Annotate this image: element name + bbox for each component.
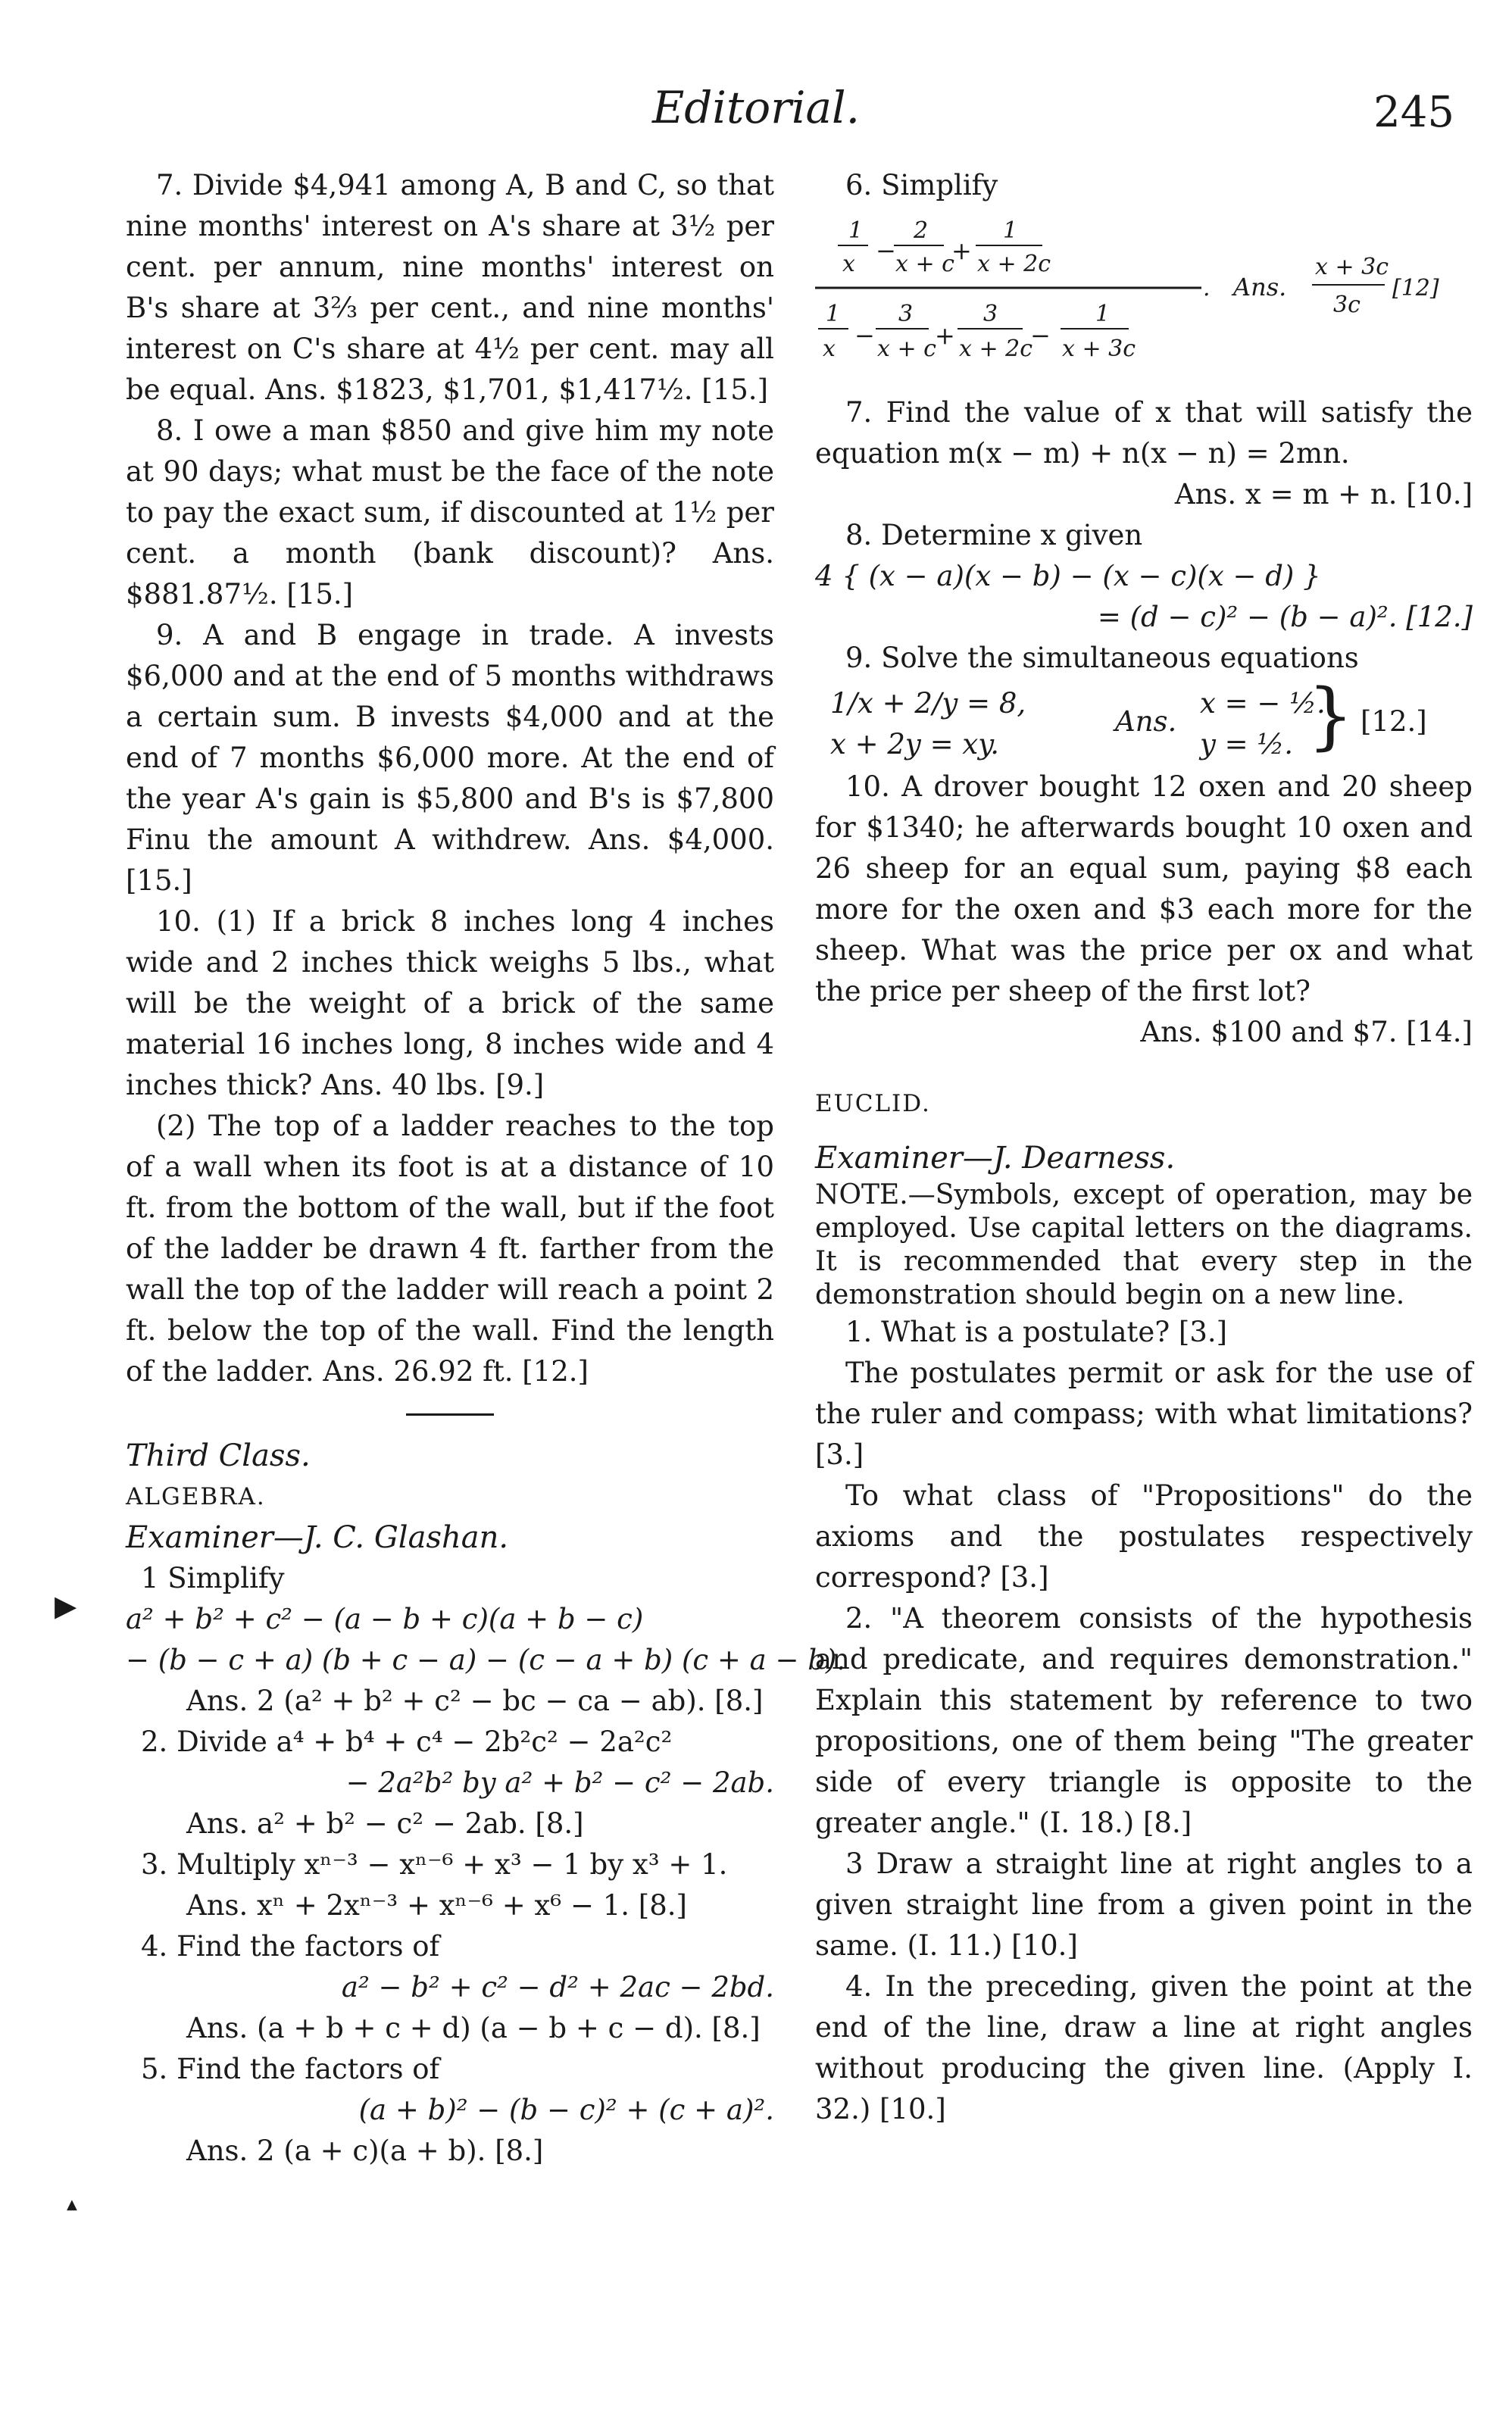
euclid-question-2: 2. "A theorem consists of the hypothesis and predicate, and requires demonstration." Explain this statement by reference to two propositions, one of them being "The greater side of every triangle is opposite to the greater angle." (I. 18.) [8.] [815, 1602, 1473, 1839]
q9-answer-x: x = − ½. [1200, 687, 1326, 720]
euclid-examiner-line: Examiner—J. Dearness. [815, 1141, 1176, 1176]
compound-fraction [815, 211, 1473, 386]
q6-answer-label: Ans. [1233, 273, 1287, 301]
euclid-question-4: 4. In the preceding, given the point at the end of the line, draw a line at right angles without producing the given line. (Apply I. 32.) [10.] [815, 1970, 1473, 2125]
algebra-question-7: 7. Find the value of x that will satisfy the equation m(x − m) + n(x − n) = 2mn. [815, 396, 1473, 470]
algebra-question-8-line-2: = (d − c)² − (b − a)². [12.] [1097, 601, 1473, 633]
q6-answer-numerator: x + 3c [1315, 254, 1389, 280]
algebra-question-10-answer: Ans. $100 and $7. [14.] [1140, 1016, 1473, 1048]
section-title: Third Class. [126, 1438, 311, 1473]
algebra-question-7-answer: Ans. x = m + n. [10.] [1174, 478, 1473, 511]
simultaneous-equations-block [815, 673, 1473, 767]
margin-arrow-marker: ▶ [55, 1589, 77, 1622]
euclid-question-3: 3 Draw a straight line at right angles to a given straight line from a given point in the same. (I. 11.) [10.] [815, 1847, 1473, 1962]
algebra-question-10: 10. A drover bought 12 oxen and 20 sheep for $1340; he afterwards bought 10 oxen and 26 sheep for an equal sum, paying $8 each more for the oxen and $3 each more for the sheep. What was the price per ox and what the price per sheep of the first lot? [815, 770, 1473, 1007]
euclid-question-1-part-c: To what class of "Propositions" do the axioms and the postulates respectively correspond? [3.] [815, 1479, 1473, 1594]
q6-answer-denominator: 3c [1333, 292, 1360, 318]
euclid-section-title: EUCLID. [815, 1090, 931, 1117]
algebra-question-2-line-1: 2. Divide a⁴ + b⁴ + c⁴ − 2b²c² − 2a²c² [141, 1726, 673, 1758]
q9-answer-y: y = ½. [1200, 728, 1294, 760]
q6-den-n2: 3 [898, 301, 914, 327]
q6-den-op2: + [935, 321, 955, 350]
q6-den-n1: 1 [826, 301, 841, 327]
q6-marks: [12] [1392, 275, 1439, 301]
q6-num-op1: − [876, 236, 896, 265]
algebra-question-8: 8. Determine x given [845, 519, 1143, 551]
q9-answer-label: Ans. [1115, 705, 1177, 738]
q6-den-n4: 1 [1095, 301, 1111, 327]
q9-equation-1: 1/x + 2/y = 8, [830, 687, 1026, 720]
examiner-line: Examiner—J. C. Glashan. [126, 1520, 509, 1555]
right-column [815, 165, 1473, 2130]
q6-num-d3: x + 2c [977, 251, 1051, 277]
q6-den-op1: − [854, 321, 875, 350]
algebra-question-4: 4. Find the factors of [141, 1930, 440, 1963]
algebra-question-4-answer: Ans. (a + b + c + d) (a − b + c − d). [8.] [186, 2012, 761, 2044]
q6-num-d2: x + c [895, 251, 954, 277]
arithmetic-question-10-part-2: (2) The top of a ladder reaches to the top of a wall when its foot is at a distance of 10 ft. from the bottom of the wall, but if the foot of the ladder be drawn 4 ft. farther from the wall the top of the ladder will reach a point 2 ft. below the top of the wall. Find the length of the ladder. Ans. 26.92 ft. [12.] [126, 1110, 774, 1388]
algebra-question-6-label: 6. Simplify [845, 169, 998, 201]
algebra-question-1-line-2: − (b − c + a) (b + c − a) − (c − a + b) (c + a − b). [126, 1644, 846, 1676]
algebra-question-2-answer: Ans. a² + b² − c² − 2ab. [8.] [186, 1807, 584, 1840]
algebra-question-1-line-1: a² + b² + c² − (a − b + c)(a + b − c) [126, 1603, 644, 1635]
algebra-question-4-expression: a² − b² + c² − d² + 2ac − 2bd. [341, 1971, 774, 2003]
arithmetic-question-7: 7. Divide $4,941 among A, B and C, so that nine months' interest on A's share at 3½ per cent. per annum, nine months' interest on B's share at 3⅔ per cent., and nine months' interest on C's share at 4½ per cent. may all be equal. Ans. $1823, $1,701, $1,417½. [15.] [126, 169, 774, 406]
q6-den-op3: − [1030, 321, 1051, 350]
q6-den-d1: x [823, 336, 836, 362]
algebra-question-5-answer: Ans. 2 (a + c)(a + b). [8.] [186, 2135, 544, 2167]
algebra-question-2-line-2: − 2a²b² by a² + b² − c² − 2ab. [345, 1766, 774, 1799]
q9-equation-2: x + 2y = xy. [830, 728, 999, 760]
algebra-question-3-answer: Ans. xⁿ + 2xⁿ⁻³ + xⁿ⁻⁶ + x⁶ − 1. [8.] [186, 1889, 687, 1922]
left-column [126, 165, 846, 2172]
algebra-question-8-line-1: 4 { (x − a)(x − b) − (x − c)(x − d) } [815, 560, 1321, 592]
q6-den-d4: x + 3c [1062, 336, 1136, 362]
q6-num-n1: 1 [848, 217, 864, 244]
q6-period: . [1203, 275, 1211, 301]
q9-brace: } [1307, 673, 1354, 758]
q6-den-d2: x + c [877, 336, 936, 362]
algebra-question-1-label: 1 Simplify [141, 1562, 285, 1594]
q6-num-n3: 1 [1003, 217, 1018, 244]
q6-num-d1: x [842, 251, 855, 277]
arithmetic-question-8: 8. I owe a man $850 and give him my note at 90 days; what must be the face of the note to pay the exact sum, if discounted at 1½ per cent. a month (bank discount)? Ans. $881.87½. [15.] [126, 414, 774, 611]
euclid-note: NOTE.—Symbols, except of operation, may be employed. Use capital letters on the diagrams. It is recommended that every step in the demonstration should begin on a new line. [815, 1179, 1473, 1310]
q6-num-n2: 2 [914, 217, 929, 244]
compound-fraction-svg [815, 211, 1473, 386]
page-header [0, 82, 1512, 142]
q9-marks: [12.] [1360, 705, 1427, 738]
q6-den-d3: x + 2c [959, 336, 1033, 362]
arithmetic-question-10-part-1: 10. (1) If a brick 8 inches long 4 inches wide and 2 inches thick weighs 5 lbs., what will be the weight of a brick of the same material 16 inches long, 8 inches wide and 4 inches thick? Ans. 40 lbs. [9.] [126, 905, 774, 1101]
running-title: Editorial. [651, 82, 861, 133]
algebra-question-1-answer: Ans. 2 (a² + b² + c² − bc − ca − ab). [8.] [186, 1685, 764, 1717]
algebra-question-5: 5. Find the factors of [141, 2053, 440, 2085]
section-divider [406, 1413, 494, 1416]
euclid-question-1-part-b: The postulates permit or ask for the use of the ruler and compass; with what limitations? [3.] [815, 1357, 1473, 1471]
page-number: 245 [1373, 88, 1454, 137]
algebra-question-3: 3. Multiply xⁿ⁻³ − xⁿ⁻⁶ + x³ − 1 by x³ + 1. [141, 1848, 728, 1881]
algebra-question-5-expression: (a + b)² − (b − c)² + (c + a)². [358, 2094, 774, 2126]
margin-small-marker: ▲ [67, 2197, 77, 2213]
q6-den-n3: 3 [983, 301, 998, 327]
section-subject: ALGEBRA. [126, 1483, 266, 1510]
euclid-question-1: 1. What is a postulate? [3.] [845, 1316, 1228, 1348]
algebra-question-9: 9. Solve the simultaneous equations [845, 642, 1359, 674]
q6-num-op2: + [951, 236, 972, 265]
arithmetic-question-9: 9. A and B engage in trade. A invests $6,000 and at the end of 5 months withdraws a certain sum. B invests $4,000 and at the end of 7 months $6,000 more. At the end of the year A's gain is $5,800 and B's is $7,800 Finu the amount A withdrew. Ans. $4,000. [15.] [126, 619, 774, 897]
